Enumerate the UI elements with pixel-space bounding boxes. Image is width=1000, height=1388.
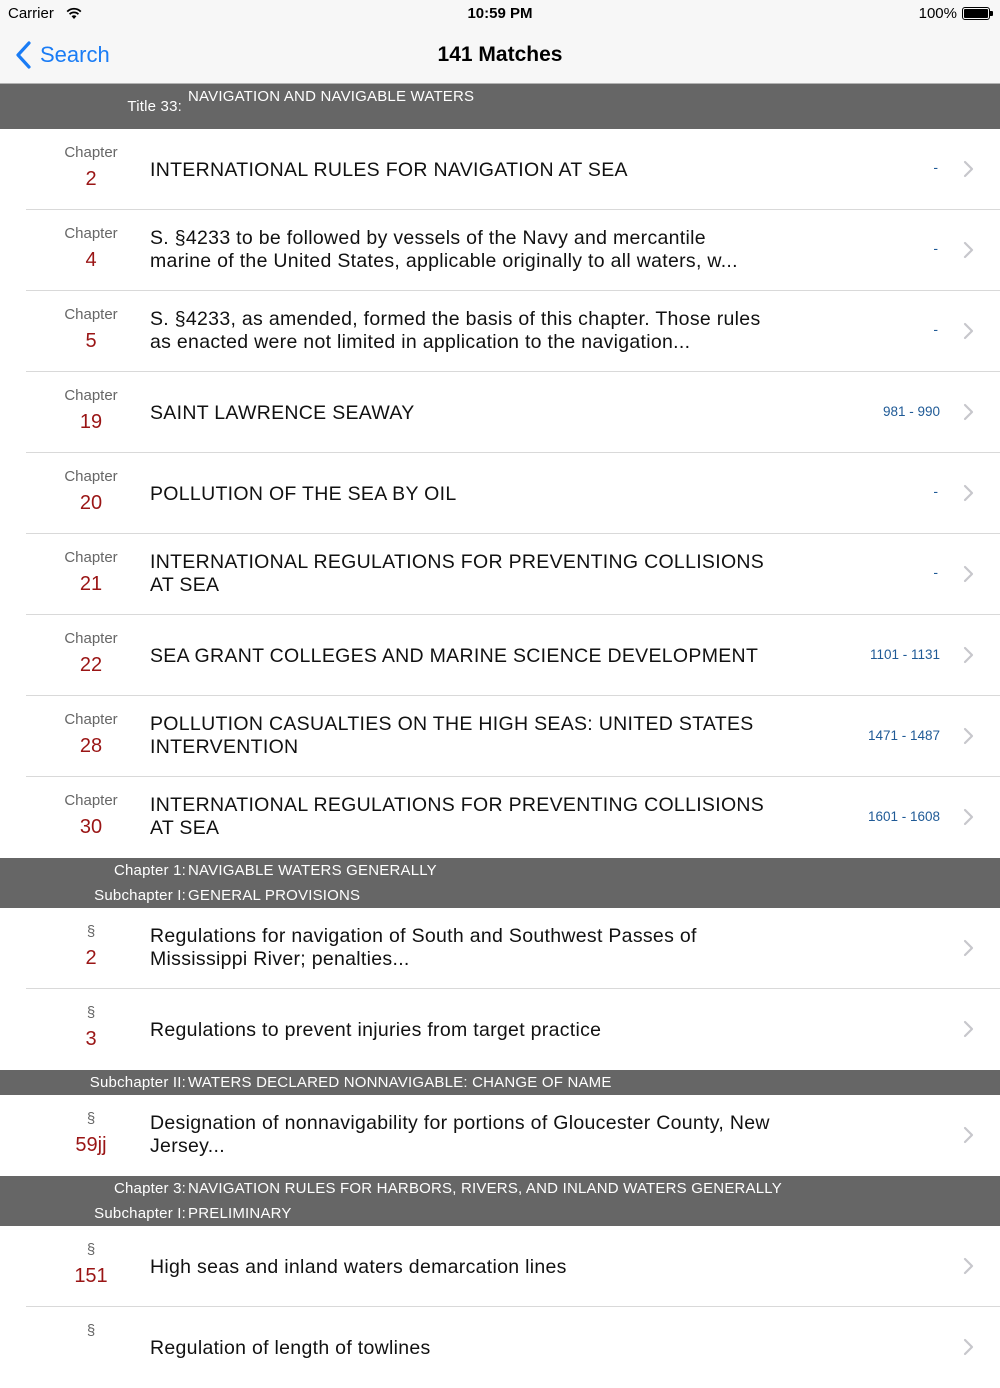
item-title: Designation of nonnavigability for portions of Gloucester County, New Jersey... <box>150 1112 770 1157</box>
item-kind-label: § <box>86 923 96 940</box>
section-range: - <box>933 240 938 256</box>
section-header <box>0 84 1000 129</box>
item-title: S. §4233 to be followed by vessels of the Navy and mercantile marine of the United States, applicable originally to all waters, w... <box>150 227 738 272</box>
item-kind-label: Chapter <box>64 711 118 728</box>
chevron-right-icon <box>963 565 974 583</box>
item-title: INTERNATIONAL RULES FOR NAVIGATION AT SEA <box>150 159 628 181</box>
list-item[interactable] <box>0 615 1000 696</box>
chevron-right-icon <box>963 403 974 421</box>
item-title: SAINT LAWRENCE SEAWAY <box>150 402 415 424</box>
battery-icon <box>962 7 990 20</box>
item-title: Regulations to prevent injuries from target practice <box>150 1019 602 1041</box>
item-kind-label: Chapter <box>64 792 118 809</box>
section-header <box>0 858 1000 908</box>
item-kind-label: Chapter <box>64 630 118 647</box>
navigation-bar <box>0 28 1000 84</box>
list-item[interactable] <box>0 696 1000 777</box>
item-title: High seas and inland waters demarcation lines <box>150 1256 567 1278</box>
battery-percent: 100% <box>918 5 957 22</box>
section-range: 981 - 990 <box>882 404 940 419</box>
list-item[interactable] <box>0 291 1000 372</box>
item-kind-label: Chapter <box>64 549 118 566</box>
chevron-right-icon <box>963 160 974 178</box>
item-number: 22 <box>79 654 103 676</box>
section-range: 1601 - 1608 <box>867 809 940 824</box>
section-header <box>0 1176 1000 1226</box>
item-kind-label: Chapter <box>64 306 118 323</box>
section-range: - <box>933 159 938 175</box>
item-number: 30 <box>79 816 103 838</box>
section-header-title: WATERS DECLARED NONNAVIGABLE: CHANGE OF NAME <box>188 1074 612 1091</box>
item-number: 2 <box>85 947 97 969</box>
section-header-title: NAVIGATION RULES FOR HARBORS, RIVERS, AND INLAND WATERS GENERALLY <box>188 1180 782 1197</box>
item-title: S. §4233, as amended, formed the basis of this chapter. Those rules as enacted were not limited in application to the navigation... <box>150 308 761 353</box>
item-title: Regulations for navigation of South and Southwest Passes of Mississippi River; penalties... <box>150 925 697 970</box>
section-range: - <box>933 483 938 499</box>
section-range: - <box>933 564 938 580</box>
item-title: INTERNATIONAL REGULATIONS FOR PREVENTING COLLISIONS AT SEA <box>150 551 765 596</box>
item-number: 21 <box>79 573 103 595</box>
chevron-right-icon <box>963 939 974 957</box>
status-bar <box>0 0 1000 28</box>
item-number: 151 <box>74 1265 108 1287</box>
item-kind-label: Chapter <box>64 387 118 404</box>
chevron-right-icon <box>963 241 974 259</box>
item-title: INTERNATIONAL REGULATIONS FOR PREVENTING COLLISIONS AT SEA <box>150 794 765 839</box>
item-kind-label: § <box>86 1110 96 1127</box>
chevron-right-icon <box>963 322 974 340</box>
chevron-right-icon <box>963 646 974 664</box>
section-header-label: Subchapter II: <box>89 1074 186 1091</box>
section-range: - <box>933 321 938 337</box>
list-item[interactable] <box>0 129 1000 210</box>
item-title: POLLUTION CASUALTIES ON THE HIGH SEAS: UNITED STATES INTERVENTION <box>150 713 754 758</box>
section-header <box>0 1070 1000 1095</box>
section-range: 1101 - 1131 <box>869 647 940 662</box>
item-title: SEA GRANT COLLEGES AND MARINE SCIENCE DEVELOPMENT <box>150 645 759 667</box>
item-number: 19 <box>79 411 103 433</box>
chevron-right-icon <box>963 1257 974 1275</box>
item-number: 5 <box>85 330 97 352</box>
section-header-label: Chapter 1: <box>113 862 186 879</box>
list-item[interactable] <box>0 777 1000 858</box>
list-item[interactable] <box>0 989 1000 1070</box>
item-number: 4 <box>85 249 97 271</box>
list-item[interactable] <box>0 908 1000 989</box>
section-header-title: NAVIGATION AND NAVIGABLE WATERS <box>188 88 475 105</box>
back-button-label: Search <box>40 42 110 67</box>
item-number: 20 <box>79 492 103 514</box>
item-number: 28 <box>79 735 103 757</box>
list-item[interactable] <box>0 210 1000 291</box>
section-header-title: PRELIMINARY <box>188 1205 292 1222</box>
item-kind-label: Chapter <box>64 468 118 485</box>
item-number: 3 <box>85 1028 97 1050</box>
item-number: 2 <box>85 168 97 190</box>
item-kind-label: § <box>86 1322 96 1339</box>
list-item[interactable] <box>0 453 1000 534</box>
chevron-right-icon <box>963 727 974 745</box>
section-header-label: Chapter 3: <box>113 1180 186 1197</box>
chevron-right-icon <box>963 808 974 826</box>
section-header-label: Subchapter I: <box>94 887 186 904</box>
list-item[interactable] <box>0 372 1000 453</box>
page-title: 141 Matches <box>437 43 563 66</box>
list-item[interactable] <box>0 1226 1000 1307</box>
section-header-title: GENERAL PROVISIONS <box>188 887 361 904</box>
item-title: Regulation of length of towlines <box>150 1337 431 1359</box>
section-header-title: NAVIGABLE WATERS GENERALLY <box>188 862 437 879</box>
item-kind-label: § <box>86 1004 96 1021</box>
list-item[interactable] <box>0 534 1000 615</box>
chevron-right-icon <box>963 1126 974 1144</box>
chevron-right-icon <box>963 1338 974 1356</box>
section-header-label: Subchapter I: <box>94 1205 186 1222</box>
carrier-label: Carrier <box>8 5 54 22</box>
item-kind-label: § <box>86 1241 96 1258</box>
chevron-right-icon <box>963 484 974 502</box>
list-item[interactable] <box>0 1307 1000 1388</box>
results-list[interactable] <box>0 84 1000 1388</box>
section-range: 1471 - 1487 <box>867 728 940 743</box>
list-item[interactable] <box>0 1095 1000 1176</box>
clock: 10:59 PM <box>467 5 533 22</box>
item-kind-label: Chapter <box>64 225 118 242</box>
item-title: POLLUTION OF THE SEA BY OIL <box>150 483 457 505</box>
section-header-label: Title 33: <box>127 98 182 115</box>
chevron-right-icon <box>963 1020 974 1038</box>
item-number: 59jj <box>75 1134 107 1156</box>
item-kind-label: Chapter <box>64 144 118 161</box>
